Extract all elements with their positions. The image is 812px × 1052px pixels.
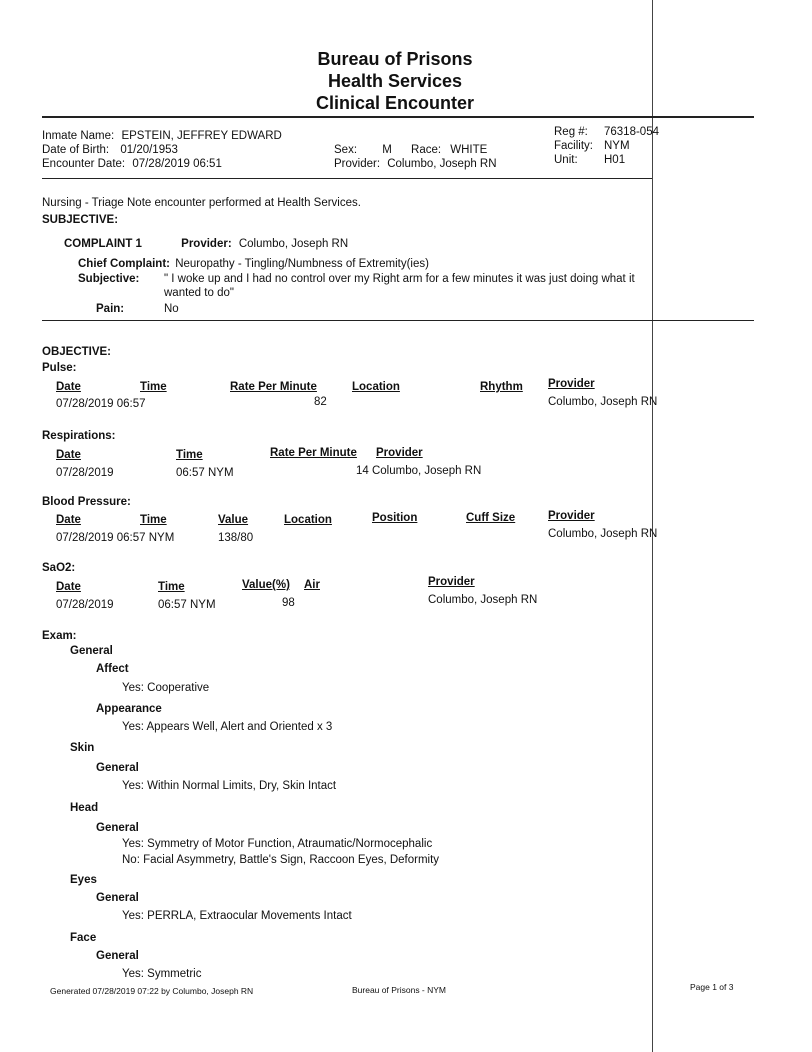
sao2-date: 07/28/2019 (56, 599, 114, 611)
provider-value: Columbo, Joseph RN (387, 158, 497, 170)
bp-heading: Blood Pressure: (42, 496, 131, 508)
inmate-name-row (42, 130, 282, 142)
sex-race-row (334, 144, 487, 156)
resp-col-provider: Provider (376, 447, 423, 459)
pulse-col-time: Time (140, 381, 167, 393)
complaint-provider: Columbo, Joseph RN (238, 238, 349, 250)
sao2-provider: Columbo, Joseph RN (428, 594, 538, 606)
subjective-rule (42, 320, 754, 321)
chief-complaint: Neuropathy - Tingling/Numbness of Extremity(ies) (175, 258, 429, 270)
exam-appearance-yes: Yes: Appears Well, Alert and Oriented x 3 (122, 721, 333, 733)
bp-col-cuff: Cuff Size (466, 512, 516, 524)
sao2-heading: SaO2: (42, 562, 76, 574)
provider-label: Provider: (334, 158, 381, 170)
encounter-intro: Nursing - Triage Note encounter performed at Health Services. (42, 197, 361, 209)
complaint-provider-label: Provider: (181, 238, 232, 250)
exam-face-yes: Yes: Symmetric (122, 968, 202, 980)
header-rule (42, 116, 754, 118)
sex-value: M (382, 144, 392, 156)
pulse-col-location: Location (352, 381, 400, 393)
exam-affect-yes: Yes: Cooperative (122, 682, 210, 694)
exam-eyes: Eyes (70, 874, 97, 886)
pulse-col-date: Date (56, 381, 81, 393)
reg-label: Reg #: (554, 126, 588, 138)
resp-col-date: Date (56, 449, 81, 461)
exam-appearance: Appearance (96, 703, 162, 715)
subjective-text-1: " I woke up and I had no control over my Right arm for a few minutes it was just doing what it (164, 273, 635, 285)
exam-affect: Affect (96, 663, 129, 675)
exam-eyes-yes: Yes: PERRLA, Extraocular Movements Intact (122, 910, 352, 922)
unit-label: Unit: (554, 154, 578, 166)
footer-bureau: Bureau of Prisons - NYM (352, 985, 447, 995)
objective-heading: OBJECTIVE: (42, 346, 112, 358)
pulse-col-rate: Rate Per Minute (230, 381, 317, 393)
dob-row (42, 144, 178, 156)
subjective-text-2: wanted to do" (164, 287, 234, 299)
inmate-name-label: Inmate Name: (42, 130, 115, 142)
chief-complaint-row (78, 258, 429, 270)
bp-col-date: Date (56, 514, 81, 526)
complaint-label: COMPLAINT 1 (64, 238, 142, 250)
respirations-heading: Respirations: (42, 430, 116, 442)
bp-col-position: Position (372, 512, 418, 524)
exam-skin-yes: Yes: Within Normal Limits, Dry, Skin Intact (122, 780, 337, 792)
sao2-col-time: Time (158, 581, 185, 593)
pain-value: No (164, 303, 179, 315)
exam-skin-general: General (96, 762, 139, 774)
resp-rate-provider: 14 Columbo, Joseph RN (356, 465, 482, 477)
subjective-heading: SUBJECTIVE: (42, 214, 119, 226)
sao2-col-provider: Provider (428, 576, 475, 588)
complaint-row (64, 238, 348, 250)
reg-row (554, 126, 659, 138)
bp-col-provider: Provider (548, 510, 595, 522)
pulse-col-rhythm: Rhythm (480, 381, 523, 393)
pulse-date: 07/28/2019 06:57 (56, 398, 146, 410)
sao2-col-air: Air (304, 579, 320, 591)
pulse-rate: 82 (314, 396, 327, 408)
subjective-label: Subjective: (78, 273, 140, 285)
title-health-services: Health Services (327, 71, 463, 91)
sao2-col-value: Value(%) (242, 579, 290, 591)
resp-date: 07/28/2019 (56, 467, 114, 479)
encounter-date: 07/28/2019 06:51 (132, 158, 222, 170)
exam-head-general: General (96, 822, 139, 834)
pulse-provider: Columbo, Joseph RN (548, 396, 658, 408)
sao2-col-date: Date (56, 581, 81, 593)
resp-col-rate: Rate Per Minute (270, 447, 357, 459)
unit-row (554, 154, 625, 166)
facility-value: NYM (604, 140, 630, 152)
bp-col-location: Location (284, 514, 332, 526)
title-bureau: Bureau of Prisons (317, 49, 473, 69)
sex-label: Sex: (334, 144, 358, 156)
reg-value: 76318-054 (604, 126, 659, 138)
bp-provider: Columbo, Joseph RN (548, 528, 658, 540)
unit-value: H01 (604, 154, 626, 166)
resp-col-time: Time (176, 449, 203, 461)
bp-datetime: 07/28/2019 06:57 NYM (56, 532, 175, 544)
exam-head: Head (70, 802, 99, 814)
provider-row (334, 158, 497, 170)
exam-head-yes: Yes: Symmetry of Motor Function, Atraumatic/Normocephalic (122, 838, 433, 850)
sao2-value: 98 (282, 597, 295, 609)
pulse-heading: Pulse: (42, 362, 77, 374)
exam-eyes-general: General (96, 892, 139, 904)
chief-complaint-label: Chief Complaint: (78, 258, 170, 270)
inmate-name: EPSTEIN, JEFFREY EDWARD (121, 130, 282, 142)
resp-time: 06:57 NYM (176, 467, 234, 479)
exam-heading: Exam: (42, 630, 77, 642)
race-value: WHITE (450, 144, 488, 156)
dob-value: 01/20/1953 (120, 144, 178, 156)
footer-page-number: Page 1 of 3 (690, 982, 734, 992)
sao2-time: 06:57 NYM (158, 599, 216, 611)
exam-face: Face (70, 932, 97, 944)
encounter-date-label: Encounter Date: (42, 158, 126, 170)
pulse-col-provider: Provider (548, 378, 595, 390)
info-rule (42, 178, 652, 179)
facility-label: Facility: (554, 140, 593, 152)
bp-col-value: Value (218, 514, 249, 526)
dob-label: Date of Birth: (42, 144, 110, 156)
encounter-date-row (42, 158, 222, 170)
facility-row (554, 140, 630, 152)
bp-value: 138/80 (218, 532, 254, 544)
race-label: Race: (411, 144, 442, 156)
pain-label: Pain: (96, 303, 125, 315)
exam-general: General (70, 645, 113, 657)
title-clinical-encounter: Clinical Encounter (315, 93, 475, 113)
scan-vertical-line (652, 0, 653, 1052)
footer-generated: Generated 07/28/2019 07:22 by Columbo, Joseph RN (50, 986, 254, 996)
exam-head-no: No: Facial Asymmetry, Battle's Sign, Raccoon Eyes, Deformity (122, 854, 440, 866)
bp-col-time: Time (140, 514, 167, 526)
exam-skin: Skin (70, 742, 95, 754)
exam-face-general: General (96, 950, 139, 962)
